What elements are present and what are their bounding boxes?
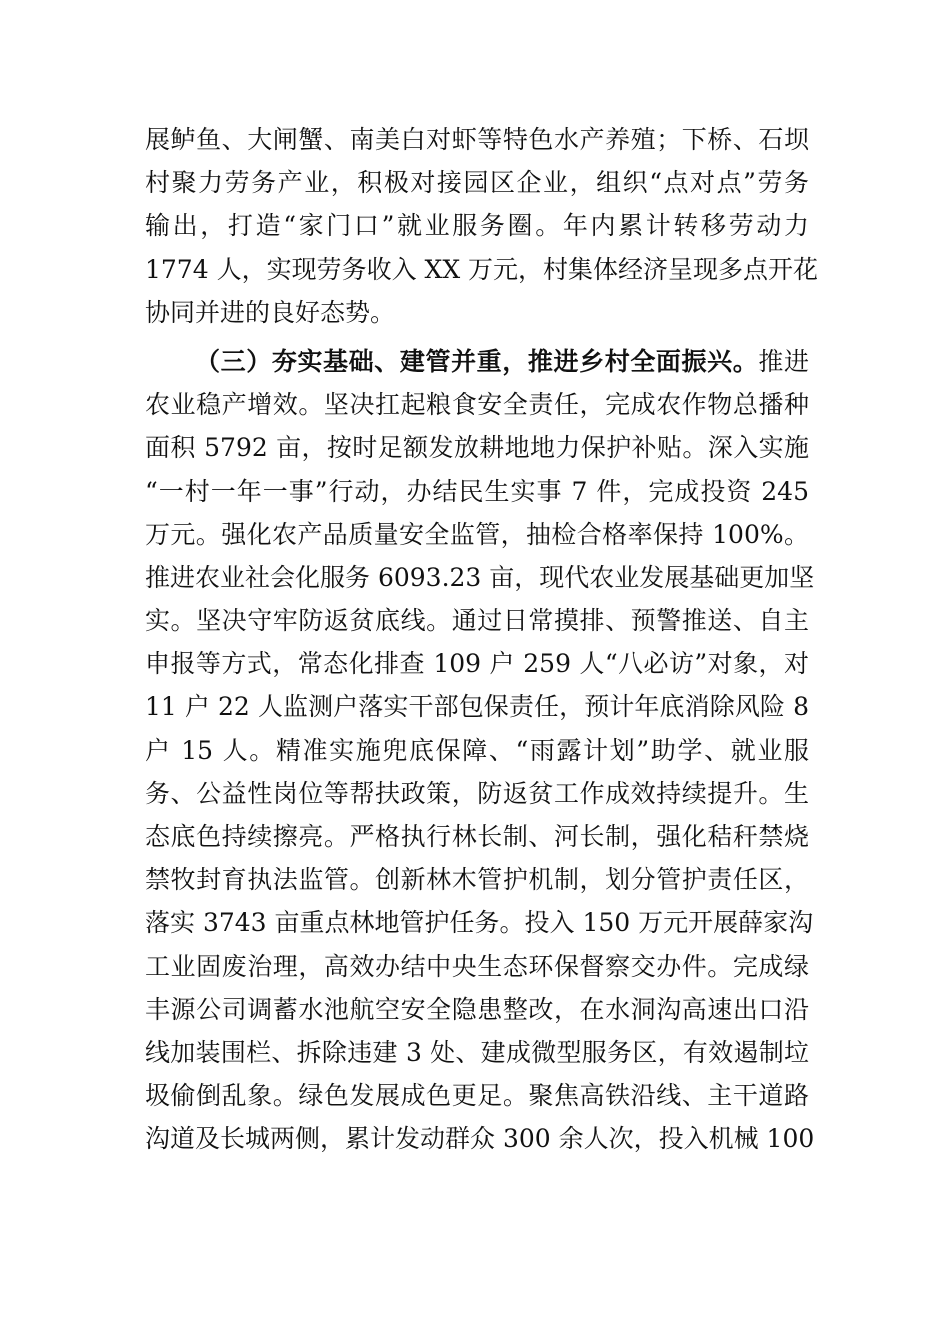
text-line: 申报等方式，常态化排查 109 户 259 人“八必访”对象，对 bbox=[145, 649, 809, 679]
text-line: 务、公益性岗位等帮扶政策，防返贫工作成效持续提升。生 bbox=[145, 778, 809, 808]
text-line: 1774 人，实现劳务收入 XX 万元，村集体经济呈现多点开花 bbox=[145, 254, 819, 284]
section-heading-line bbox=[145, 340, 809, 383]
text-line: 推进农业社会化服务 6093.23 亩，现代农业发展基础更加坚 bbox=[145, 562, 815, 592]
text-line: 丰源公司调蓄水池航空安全隐患整改，在水洞沟高速出口沿 bbox=[145, 994, 809, 1024]
text-line: 展鲈鱼、大闸蟹、南美白对虾等特色水产养殖；下桥、石坝 bbox=[145, 125, 809, 154]
text-line: 圾偷倒乱象。绿色发展成色更足。聚焦高铁沿线、主干道路 bbox=[145, 1081, 809, 1111]
text-line: 输出，打造“家门口”就业服务圈。年内累计转移劳动力 bbox=[145, 211, 809, 241]
text-line: 工业固废治理，高效办结中央生态环保督察交办件。完成绿 bbox=[145, 951, 809, 981]
text-line: 万元。强化农产品质量安全监管，抽检合格率保持 100%。 bbox=[145, 519, 809, 549]
text-line: 沟道及长城两侧，累计发动群众 300 余人次，投入机械 100 bbox=[145, 1124, 815, 1154]
text-line: 禁牧封育执法监管。创新林木管护机制，划分管护责任区， bbox=[145, 865, 809, 895]
text-line: 面积 5792 亩，按时足额发放耕地地力保护补贴。深入实施 bbox=[145, 433, 809, 463]
text-line: 落实 3743 亩重点林地管护任务。投入 150 万元开展薛家沟 bbox=[145, 908, 814, 938]
document-body bbox=[145, 118, 819, 1161]
text-line: 农业稳产增效。坚决扛起粮食安全责任，完成农作物总播种 bbox=[145, 390, 809, 420]
text-line: 态底色持续擦亮。严格执行林长制、河长制，强化秸秆禁烧 bbox=[145, 822, 809, 851]
text-line: “一村一年一事”行动，办结民生实事 7 件，完成投资 245 bbox=[145, 476, 809, 506]
text-line: 11 户 22 人监测户落实干部包保责任，预计年底消除风险 8 bbox=[145, 692, 809, 722]
paragraph-rural-revitalization bbox=[145, 340, 815, 1161]
text-line: 村聚力劳务产业，积极对接园区企业，组织“点对点”劳务 bbox=[145, 168, 809, 198]
heading-line-continuation: 推进 bbox=[758, 346, 809, 376]
text-line: 户 15 人。精准实施兜底保障、“雨露计划”助学、就业服 bbox=[145, 735, 809, 765]
text-line: 实。坚决守牢防返贫底线。通过日常摸排、预警推送、自主 bbox=[145, 606, 809, 636]
section-heading: （三）夯实基础、建管并重，推进乡村全面振兴。 bbox=[195, 346, 759, 376]
paragraph-labor-services bbox=[145, 118, 819, 334]
text-line: 协同并进的良好态势。 bbox=[145, 297, 396, 327]
text-line: 线加装围栏、拆除违建 3 处、建成微型服务区，有效遏制垃 bbox=[145, 1037, 809, 1067]
